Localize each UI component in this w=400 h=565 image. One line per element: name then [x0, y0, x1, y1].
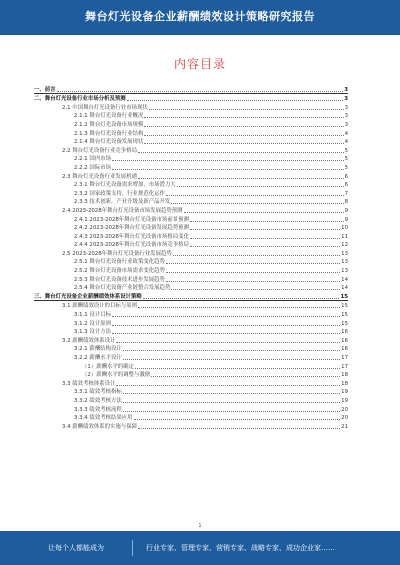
toc-entry[interactable]	[34, 291, 348, 301]
toc-dot-leader	[190, 220, 344, 222]
toc-entry-page: 16	[341, 337, 348, 344]
toc-entry-page: 16	[341, 329, 348, 336]
toc-entry[interactable]	[34, 180, 348, 189]
toc-entry-page: 9	[344, 216, 348, 223]
toc-entry[interactable]	[34, 395, 348, 404]
toc-entry-page: 16	[341, 346, 348, 353]
toc-dot-leader	[138, 151, 344, 153]
toc-entry-label: 3.2.1 薪酬结构设计	[74, 346, 122, 353]
toc-entry-label: 2.1.2 舞台灯光设备市场规模	[74, 121, 144, 128]
toc-entry-label: 一、前言	[34, 86, 56, 93]
toc-entry-page: 15	[340, 293, 348, 300]
toc-entry[interactable]	[34, 197, 348, 206]
table-of-contents	[34, 84, 348, 430]
toc-dot-leader	[123, 392, 340, 394]
toc-entry-label: 2.4 2023-2028年舞台灯光设备市场发展趋势预测	[62, 207, 183, 214]
toc-entry-label: 2.4.2 2023-2028年舞台灯光设备发展趋势预测	[74, 225, 189, 232]
toc-dot-leader	[166, 280, 340, 282]
toc-entry[interactable]	[34, 231, 348, 240]
toc-entry[interactable]	[34, 240, 348, 249]
toc-dot-leader	[190, 245, 340, 247]
toc-dot-leader	[151, 375, 340, 377]
toc-entry[interactable]	[34, 102, 348, 111]
toc-entry-label: 3.1.3 设计方法	[74, 329, 111, 336]
toc-entry-page: 10	[341, 225, 348, 232]
toc-entry-page: 12	[341, 242, 348, 249]
toc-entry-label: 2.4.3 2023-2028年舞台灯光设备市场格局变化	[74, 233, 189, 240]
toc-entry[interactable]	[34, 188, 348, 197]
footer-slogan-right: 行业专家、管理专家、营销专家、战略专家、成功企业家……	[146, 544, 335, 552]
toc-entry-page: 13	[341, 250, 348, 257]
toc-entry-label: （1）薪酬水平的确定	[82, 363, 134, 370]
toc-entry-label: 2.5 2023-2028年舞台灯光设备行业发展趋势	[62, 250, 172, 257]
toc-dot-leader	[166, 262, 340, 264]
toc-entry-page: 3	[344, 86, 348, 93]
toc-entry-page: 15	[341, 303, 348, 310]
toc-dot-leader	[116, 341, 340, 343]
toc-dot-leader	[135, 367, 340, 369]
toc-entry-label: 3.3.4 绩效考核结果应用	[74, 415, 133, 422]
toc-entry-page: 4	[344, 130, 348, 137]
toc-dot-leader	[134, 418, 341, 420]
toc-entry-page: 7	[344, 190, 348, 197]
report-title: 舞台灯光设备企业薪酬绩效设计策略研究报告	[85, 10, 315, 23]
toc-entry-page: 19	[341, 389, 348, 396]
toc-entry-page: 6	[344, 182, 348, 189]
toc-entry-page: 3	[344, 104, 348, 111]
toc-entry-page: 17	[341, 363, 348, 370]
toc-entry-page: 3	[344, 113, 348, 120]
toc-entry-label: （2）薪酬水平的调整与激励	[82, 372, 151, 379]
toc-dot-leader	[166, 271, 340, 273]
toc-dot-leader	[112, 315, 340, 317]
toc-entry[interactable]	[34, 145, 348, 154]
toc-entry[interactable]	[34, 283, 348, 292]
toc-dot-leader	[166, 194, 344, 196]
toc-entry[interactable]	[34, 370, 348, 379]
toc-dot-leader	[138, 427, 340, 429]
toc-entry[interactable]	[34, 265, 348, 274]
toc-dot-leader	[171, 202, 343, 204]
toc-entry-label: 2.3.2 国家政策支持，行业规范化运作	[74, 190, 165, 197]
toc-entry[interactable]	[34, 111, 348, 120]
toc-entry-label: 三、舞台灯光设备企业薪酬绩效体系设计策略	[34, 293, 142, 300]
toc-entry-label: 2.1 中国舞台灯光设备行业市场现状	[62, 104, 148, 111]
toc-entry[interactable]	[34, 214, 348, 223]
toc-entry-page: 14	[341, 276, 348, 283]
toc-entry-page: 5	[344, 164, 348, 171]
toc-dot-leader	[144, 125, 343, 127]
footer-slogan-left: 让每个人都能成为	[48, 544, 104, 552]
toc-entry-label: 2.2 舞台灯光设备行业竞争格局	[62, 147, 137, 154]
toc-entry-label: 3.3 绩效考核体系设计	[62, 380, 116, 387]
toc-dot-leader	[123, 349, 340, 351]
toc-entry[interactable]	[34, 137, 348, 146]
report-header	[0, 0, 400, 35]
toc-dot-leader	[112, 332, 340, 334]
toc-entry-label: 2.1.4 舞台灯光设备发展现状	[74, 139, 144, 146]
toc-dot-leader	[57, 90, 344, 92]
toc-entry-page: 11	[341, 233, 348, 240]
toc-entry-page: 4	[344, 139, 348, 146]
toc-entry-page: 15	[341, 312, 348, 319]
toc-entry-page: 20	[341, 415, 348, 422]
toc-entry[interactable]	[34, 274, 348, 283]
toc-entry-label: 2.1.3 舞台灯光设备行业结构	[74, 130, 144, 137]
toc-entry[interactable]	[34, 84, 348, 94]
toc-entry[interactable]	[34, 154, 348, 163]
toc-entry[interactable]	[34, 223, 348, 232]
toc-entry-page: 15	[341, 320, 348, 327]
toc-entry-page: 19	[341, 397, 348, 404]
toc-dot-leader	[177, 185, 344, 187]
toc-entry-label: 2.2.1 国内市场	[74, 156, 111, 163]
toc-dot-leader	[112, 324, 340, 326]
toc-entry[interactable]	[34, 387, 348, 396]
toc-dot-leader	[149, 108, 344, 110]
toc-entry-label: 2.5.2 舞台灯光设备市场需求变化趋势	[74, 268, 165, 275]
toc-entry-page: 3	[344, 96, 348, 103]
toc-dot-leader	[123, 401, 340, 403]
toc-entry-page: 17	[341, 355, 348, 361]
toc-entry[interactable]	[34, 335, 348, 344]
toc-entry[interactable]	[34, 404, 348, 413]
toc-entry-page: 18	[341, 380, 348, 387]
toc-entry-label: 3.4 薪酬绩效体系的实施与保障	[62, 423, 137, 430]
toc-entry-page: 13	[341, 268, 348, 275]
toc-entry[interactable]	[34, 171, 348, 180]
toc-dot-leader	[173, 254, 340, 256]
toc-entry-page: 5	[344, 147, 348, 154]
toc-entry[interactable]	[34, 309, 348, 318]
toc-entry-page: 3	[344, 121, 348, 128]
toc-entry-label: 2.4.4 2023-2028年舞台灯光设备市场竞争格局	[74, 242, 189, 249]
toc-entry-label: 2.3 舞台灯光设备行业发展机遇	[62, 173, 137, 180]
toc-dot-leader	[123, 410, 340, 412]
toc-entry[interactable]	[34, 119, 348, 128]
toc-entry[interactable]	[34, 361, 348, 370]
toc-dot-leader	[144, 134, 343, 136]
toc-dot-leader	[190, 237, 340, 239]
toc-entry-label: 2.1.1 舞台灯光设备行业概况	[74, 113, 144, 120]
toc-entry-label: 2.3.1 舞台灯光设备需求增加，市场潜力大	[74, 182, 176, 189]
toc-entry[interactable]	[34, 248, 348, 257]
toc-entry[interactable]	[34, 352, 348, 361]
toc-entry-page: 20	[341, 406, 348, 413]
toc-dot-leader	[116, 384, 340, 386]
toc-entry-label: 2.5.4 舞台灯光设备产业链整合发展趋势	[74, 285, 171, 292]
toc-dot-leader	[171, 288, 340, 290]
toc-entry-label: 2.2.2 国际市场	[74, 164, 111, 171]
toc-entry-page: 13	[341, 259, 348, 266]
toc-dot-leader	[144, 116, 343, 118]
toc-entry-page: 6	[344, 173, 348, 180]
toc-entry-page: 21	[341, 423, 348, 430]
toc-entry-label: 3.3.1 绩效考核指标	[74, 389, 122, 396]
toc-entry-label: 3.3.2 绩效考核方法	[74, 397, 122, 404]
toc-dot-leader	[143, 297, 340, 299]
toc-entry[interactable]	[34, 94, 348, 103]
toc-entry-page: 14	[341, 285, 348, 292]
toc-dot-leader	[138, 306, 340, 308]
toc-dot-leader	[190, 228, 340, 230]
toc-entry-page: 9	[344, 207, 348, 214]
toc-dot-leader	[184, 211, 344, 213]
toc-entry[interactable]	[34, 205, 348, 214]
toc-dot-leader	[112, 159, 344, 161]
toc-entry-page: 5	[344, 156, 348, 163]
toc-entry-label: 2.4.1 2023-2028年舞台灯光设备市场前景预测	[74, 216, 189, 223]
toc-entry[interactable]	[34, 378, 348, 387]
toc-entry-label: 3.1.2 设计原则	[74, 320, 111, 327]
toc-entry[interactable]	[34, 318, 348, 327]
toc-entry[interactable]	[34, 327, 348, 336]
footer-divider	[132, 540, 133, 556]
toc-entry[interactable]	[34, 421, 348, 430]
toc-entry-label: 3.2.2 薪酬水平设计	[74, 355, 122, 361]
toc-entry[interactable]	[34, 301, 348, 310]
toc-entry[interactable]	[34, 344, 348, 353]
page-number: 1	[198, 523, 202, 529]
toc-dot-leader	[127, 99, 344, 101]
toc-title: 内容目录	[173, 57, 226, 71]
toc-entry[interactable]	[34, 413, 348, 422]
toc-entry-page: 18	[341, 372, 348, 379]
toc-entry-label: 2.5.1 舞台灯光设备行业政策变化趋势	[74, 259, 165, 266]
toc-entry-page: 8	[344, 199, 348, 206]
toc-entry-label: 3.1 薪酬绩效设计的目标与原则	[62, 303, 137, 310]
toc-dot-leader	[138, 177, 344, 179]
toc-entry[interactable]	[34, 128, 348, 137]
toc-entry[interactable]	[34, 162, 348, 171]
toc-entry-label: 2.5.3 舞台灯光设备技术进步发展趋势	[74, 276, 165, 283]
toc-entry-label: 二、舞台灯光设备行业市场分析及预测	[34, 96, 126, 103]
toc-dot-leader	[144, 142, 343, 144]
toc-entry-label: 3.2 薪酬绩效体系设计	[62, 337, 116, 344]
toc-entry-label: 3.3.3 绩效考核流程	[74, 406, 122, 413]
toc-entry[interactable]	[34, 257, 348, 266]
toc-entry-label: 2.3.3 技术创新，产业升级及新产品开发	[74, 199, 171, 206]
toc-entry-label: 3.1.1 设计目标	[74, 312, 111, 319]
footer-banner	[0, 531, 400, 565]
toc-dot-leader	[123, 358, 340, 360]
toc-dot-leader	[112, 168, 344, 170]
